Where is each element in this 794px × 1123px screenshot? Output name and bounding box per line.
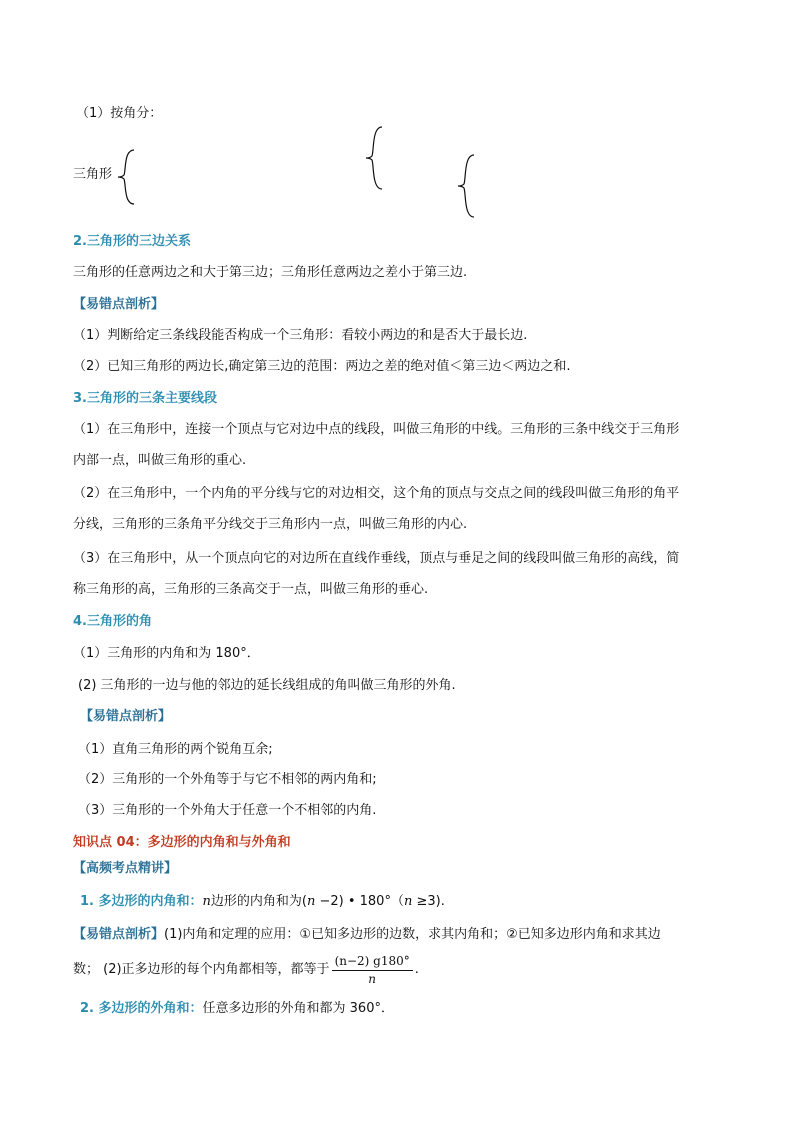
sec3-p2b: 分线，三角形的三条角平分线交于三角形内一点，叫做三角形的内心.: [73, 517, 468, 532]
kp04-item1-n2: n: [306, 894, 316, 909]
sec3-p1a: （1）在三角形中，连接一个顶点与它对边中点的线段，叫做三角形的中线。三角形的三条中线交于三角形: [73, 422, 680, 437]
sec3-p1b: 内部一点，叫做三角形的重心.: [73, 453, 247, 468]
brace-right-icon: [456, 153, 478, 219]
sec2-tip1: （1）判断给定三条线段能否构成一个三角形：看较小两边的和是否大于最长边.: [73, 328, 528, 343]
sec4-p2: (2) 三角形的一边与他的邻边的延长线组成的角叫做三角形的外角.: [78, 678, 456, 693]
sec4-p1: （1）三角形的内角和为 180°．: [73, 646, 260, 661]
sec3-p3a: （3）在三角形中，从一个顶点向它的对边所在直线作垂线，顶点与垂足之间的线段叫做三角形的高线，简: [73, 551, 680, 566]
kp04-item1-text2: −2) • 180°（: [315, 894, 404, 909]
sec4-tip2: （2）三角形的一个外角等于与它不相邻的两内角和;: [78, 772, 377, 787]
kp04-tip-line-b: [73, 952, 419, 987]
classify-title: （1）按角分：: [76, 106, 163, 121]
kp04-item2-text: 任意多边形的外角和都为 360°．: [202, 1001, 394, 1016]
brace-middle-icon: [364, 125, 386, 191]
kp04-item1-text3: ≥3).: [412, 894, 445, 909]
sec4-tip3: （3）三角形的一个外角大于任意一个不相邻的内角.: [78, 803, 377, 818]
brace-left-icon: [116, 148, 138, 206]
sec4-tip1: （1）直角三角形的两个锐角互余;: [78, 742, 273, 757]
kp04-tip-text-b2: .: [414, 962, 419, 977]
fraction-denominator: n: [368, 972, 377, 986]
classify-root-label: 三角形: [73, 167, 113, 182]
kp04-focus-label: 【高频考点精讲】: [73, 861, 178, 876]
interior-angle-fraction: [332, 952, 413, 987]
kp04-tip-label: 【易错点剖析】: [73, 927, 165, 942]
sec4-tip-label: 【易错点剖析】: [80, 709, 172, 724]
sec2-heading: 2.三角形的三边关系: [73, 234, 191, 249]
sec2-body: 三角形的任意两边之和大于第三边；三角形任意两边之差小于第三边.: [73, 265, 468, 280]
sec3-p2a: （2）在三角形中，一个内角的平分线与它的对边相交，这个角的顶点与交点之间的线段叫做三角形的角平: [73, 486, 680, 501]
kp04-tip-text-a: (1)内角和定理的应用：①已知多边形的边数，求其内角和；②已知多边形内角和求其边: [164, 927, 661, 942]
kp04-item1-text: 边形的内角和为(: [210, 894, 307, 909]
sec2-tip-label: 【易错点剖析】: [73, 297, 165, 312]
sec4-heading: 4.三角形的角: [73, 614, 152, 629]
kp04-heading: 知识点 04：多边形的内角和与外角和: [73, 835, 291, 850]
kp04-item1-label: 1. 多边形的内角和：: [80, 894, 203, 909]
kp04-tip-text-b1: 数； (2)正多边形的每个内角都相等，都等于: [73, 962, 330, 977]
kp04-item1: [80, 893, 445, 911]
sec3-p3b: 称三角形的高，三角形的三条高交于一点，叫做三角形的垂心.: [73, 582, 429, 597]
kp04-item2-label: 2. 多边形的外角和：: [80, 1001, 203, 1016]
kp04-item1-n3: n: [403, 894, 413, 909]
kp04-tip-line-a: [73, 926, 661, 944]
fraction-numerator: (n−2) g180°: [332, 952, 413, 971]
kp04-item1-n: n: [202, 894, 211, 909]
kp04-item2: [80, 1000, 394, 1018]
sec2-tip2: （2）已知三角形的两边长,确定第三边的范围：两边之差的绝对值＜第三边＜两边之和.: [73, 359, 571, 374]
sec3-heading: 3.三角形的三条主要线段: [73, 391, 217, 406]
